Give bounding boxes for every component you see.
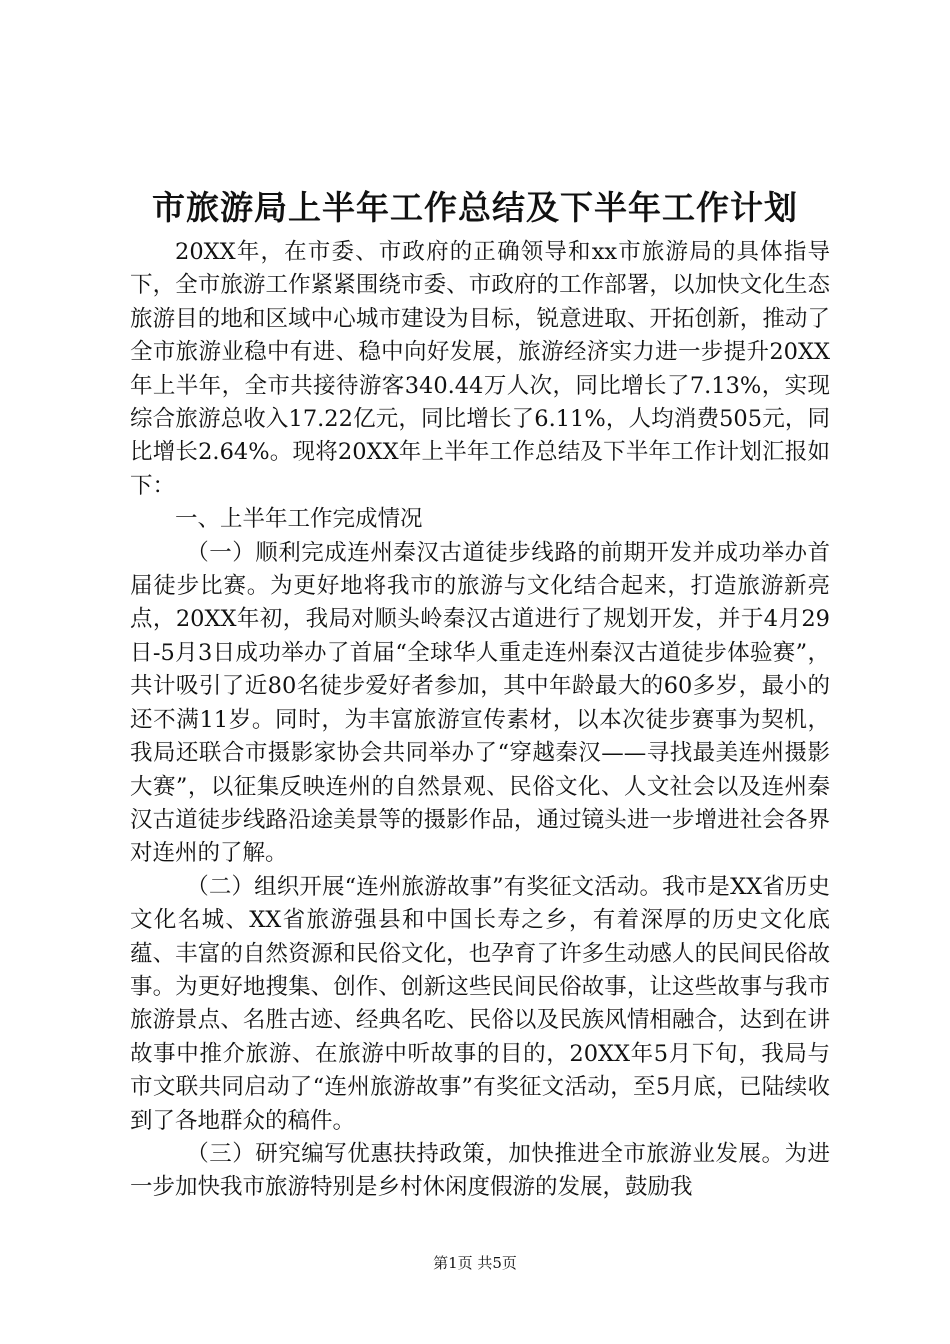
page-footer: 第1页 共5页 bbox=[433, 1254, 517, 1272]
item-paragraph-1: （一）顺利完成连州秦汉古道徒步线路的前期开发并成功举办首届徒步比赛。为更好地将我市的旅游与文化结合起来，打造旅游新亮点，20XX年初，我局对顺头岭秦汉古道进行了规划开发，并于4月29日-5月3日成功举办了首届“全球华人重走连州秦汉古道徒步体验赛”，共计吸引了近80名徒步爱好者参加，其中年龄最大的60多岁，最小的还不满11岁。同时，为丰富旅游宣传素材，以本次徒步赛事为契机，我局还联合市摄影家协会共同举办了“穿越秦汉——寻找最美连州摄影大赛”，以征集反映连州的自然景观、民俗文化、人文社会以及连州秦汉古道徒步线路沿途美景等的摄影作品，通过镜头进一步增进社会各界对连州的了解。 bbox=[130, 539, 830, 867]
item-paragraph-2: （二）组织开展“连州旅游故事”有奖征文活动。我市是XX省历史文化名城、XX省旅游强县和中国长寿之乡，有着深厚的历史文化底蕴、丰富的自然资源和民俗文化，也孕育了许多生动感人的民间民俗故事。为更好地搜集、创作、创新这些民间民俗故事，让这些故事与我市旅游景点、名胜古迹、经典名吃、民俗以及民族风情相融合，达到在讲故事中推介旅游、在旅游中听故事的目的，20XX年5月下旬，我局与市文联共同启动了“连州旅游故事”有奖征文活动，至5月底，已陆续收到了各地群众的稿件。 bbox=[130, 873, 830, 1134]
section-heading: 一、上半年工作完成情况 bbox=[175, 506, 423, 533]
item-paragraph-3: （三）研究编写优惠扶持政策，加快推进全市旅游业发展。为进一步加快我市旅游特别是乡村休闲度假游的发展，鼓励我 bbox=[130, 1140, 830, 1201]
document-title: 市旅游局上半年工作总结及下半年工作计划 bbox=[152, 188, 798, 227]
intro-paragraph: 20XX年，在市委、市政府的正确领导和xx市旅游局的具体指导下，全市旅游工作紧紧围绕市委、市政府的工作部署，以加快文化生态旅游目的地和区域中心城市建设为目标，锐意进取、开拓创新，推动了全市旅游业稳中有进、稳中向好发展，旅游经济实力进一步提升20XX年上半年，全市共接待游客340.44万人次，同比增长了7.13%，实现综合旅游总收入17.22亿元，同比增长了6.11%，人均消费505元，同比增长2.64%。现将20XX年上半年工作总结及下半年工作计划汇报如下： bbox=[130, 239, 830, 499]
document-body bbox=[130, 236, 830, 1205]
